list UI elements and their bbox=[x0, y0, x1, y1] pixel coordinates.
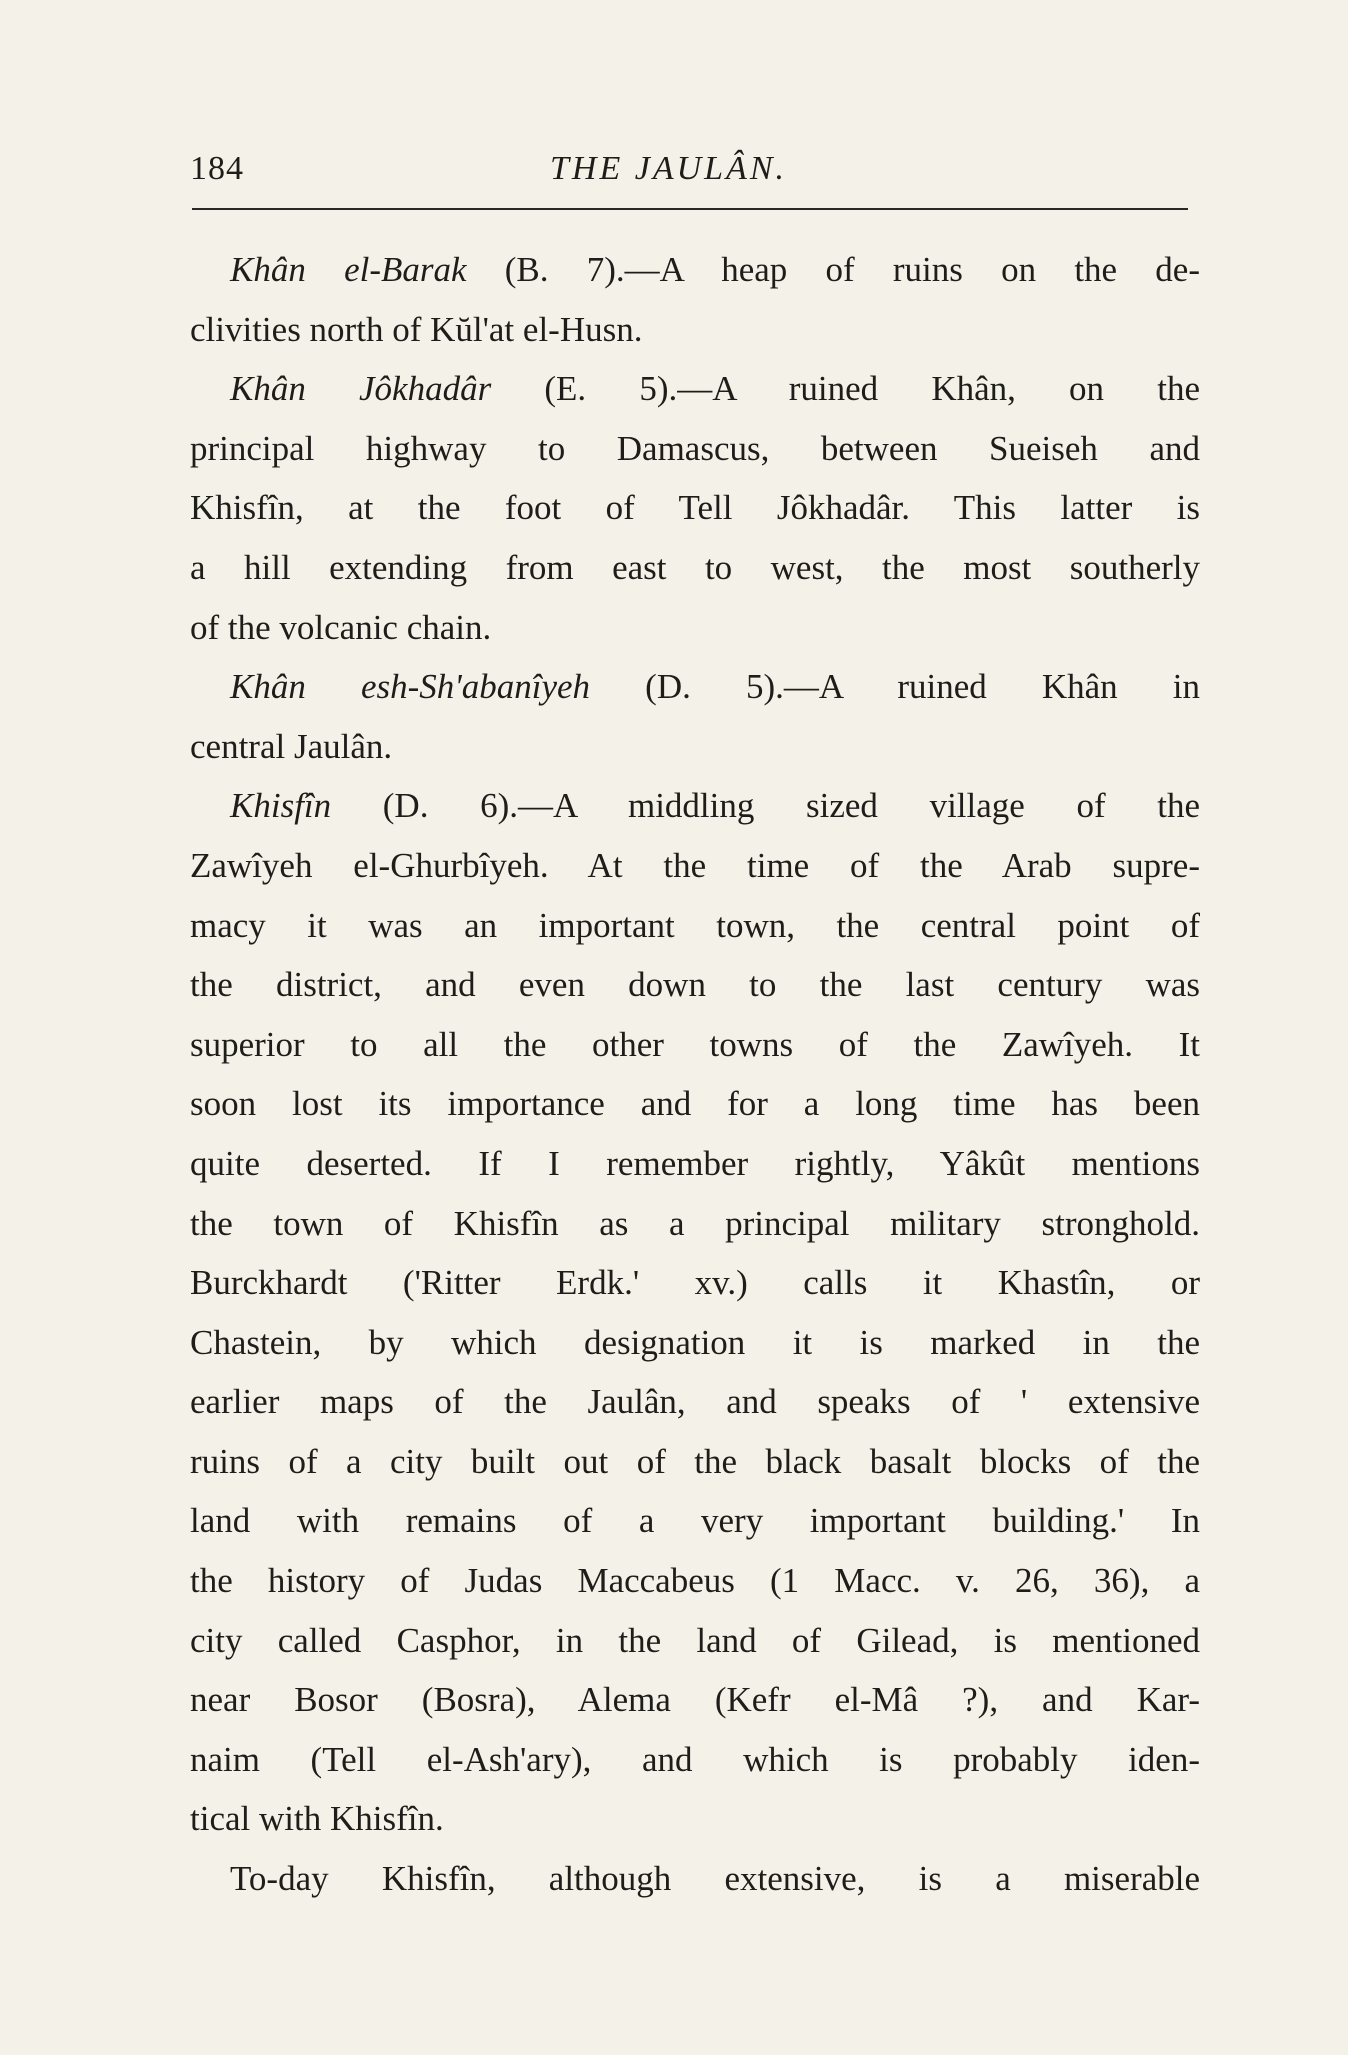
text-line: earlier maps of the Jaulân, and speaks of ' extensive bbox=[190, 1382, 1200, 1422]
text-line: city called Casphor, in the land of Gilead, is mentioned bbox=[190, 1620, 1200, 1660]
text-line: central Jaulân. bbox=[190, 726, 393, 766]
text-line: Zawîyeh el-Ghurbîyeh. At the time of the Arab supre- bbox=[190, 845, 1200, 885]
running-title: THE JAULÂN. bbox=[550, 150, 787, 187]
page-number: 184 bbox=[190, 150, 244, 187]
text-line: Khân Jôkhadâr (E. 5).—A ruined Khân, on the bbox=[230, 369, 1200, 409]
running-head bbox=[190, 150, 1190, 200]
text-line: principal highway to Damascus, between Sueiseh and bbox=[190, 428, 1200, 468]
text-line: near Bosor (Bosra), Alema (Kefr el-Mâ ?), and Kar- bbox=[190, 1680, 1200, 1720]
text-line: quite deserted. If I remember rightly, Yâkût mentions bbox=[190, 1143, 1200, 1183]
text-line: Chastein, by which designation it is marked in the bbox=[190, 1322, 1200, 1362]
text-line: Khisfîn, at the foot of Tell Jôkhadâr. This latter is bbox=[190, 488, 1200, 528]
text-line: of the volcanic chain. bbox=[190, 607, 492, 647]
text-line: clivities north of Kŭl'at el-Husn. bbox=[190, 309, 643, 349]
entry-term: Khân Jôkhadâr bbox=[230, 369, 492, 409]
header-rule bbox=[192, 208, 1188, 210]
text-line: tical with Khisfîn. bbox=[190, 1799, 444, 1839]
text-line: macy it was an important town, the central point of bbox=[190, 905, 1200, 945]
text-line: a hill extending from east to west, the most southerly bbox=[190, 547, 1200, 587]
entry-term: Khân esh-Sh'abanîyeh bbox=[230, 667, 591, 707]
text-line: Burckhardt ('Ritter Erdk.' xv.) calls it Khastîn, or bbox=[190, 1263, 1200, 1303]
text-line: soon lost its importance and for a long time has been bbox=[190, 1084, 1200, 1124]
text-line: the town of Khisfîn as a principal military stronghold. bbox=[190, 1203, 1200, 1243]
entry-term: Khisfîn bbox=[230, 786, 332, 826]
text-line: Khân el-Barak (B. 7).—A heap of ruins on the de- bbox=[230, 250, 1200, 289]
text-line: superior to all the other towns of the Zawîyeh. It bbox=[190, 1024, 1200, 1064]
text-line: ruins of a city built out of the black basalt blocks of the bbox=[190, 1441, 1200, 1481]
text-line: the district, and even down to the last century was bbox=[190, 965, 1200, 1005]
text-line: naim (Tell el-Ash'ary), and which is probably iden- bbox=[190, 1739, 1200, 1779]
body-text bbox=[190, 240, 1200, 1909]
text-line: land with remains of a very important building.' In bbox=[190, 1501, 1200, 1541]
entry-term: Khân el-Barak bbox=[230, 250, 467, 289]
text-line: To-day Khisfîn, although extensive, is a miserable bbox=[230, 1859, 1200, 1899]
text-line: Khisfîn (D. 6).—A middling sized village of the bbox=[230, 786, 1200, 826]
text-line: Khân esh-Sh'abanîyeh (D. 5).—A ruined Khân in bbox=[230, 667, 1200, 707]
text-line: the history of Judas Maccabeus (1 Macc. v. 26, 36), a bbox=[190, 1561, 1200, 1601]
